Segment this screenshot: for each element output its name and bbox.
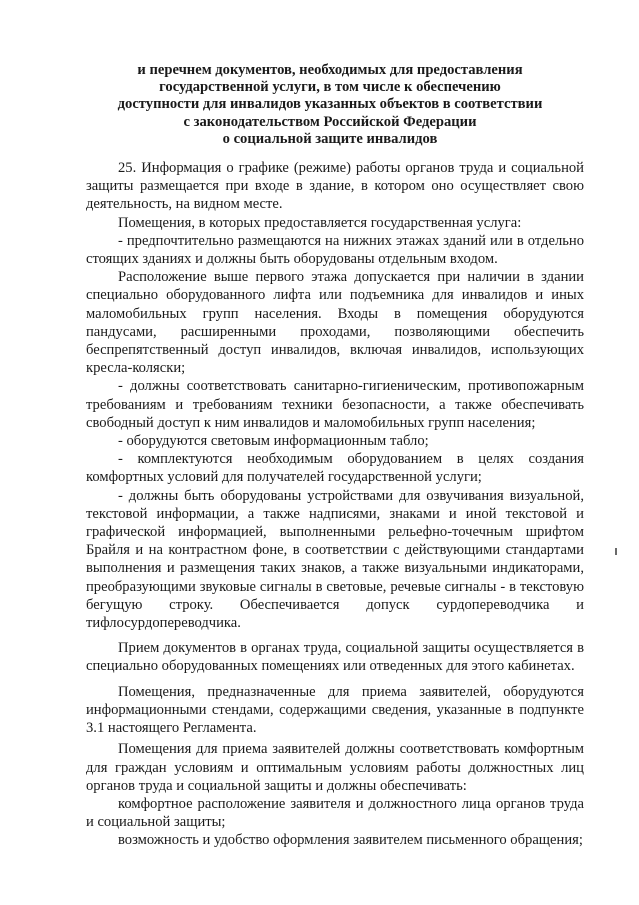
paragraph-light-board: - оборудуются световым информационным табло; — [118, 433, 429, 450]
heading-line: и перечнем документов, необходимых для предоставления — [137, 62, 523, 78]
heading-line: государственной услуги, в том числе к обеспечению — [159, 79, 501, 96]
section-heading — [60, 62, 600, 148]
paragraph-equipment: - комплектуются необходимым оборудованием в целях создания комфортных условий для получателей государственной услуги; — [86, 451, 584, 486]
paragraph-comfort-conditions: Помещения для приема заявителей должны соответствовать комфортным для граждан условиям и оптимальным условиям работы должностных лиц органов труда и социальной защиты и должны обеспечивать: — [86, 741, 584, 794]
paragraph-written-appeal: возможность и удобство оформления заявителем письменного обращения; — [118, 832, 583, 849]
paragraph-comfortable-placement: комфортное расположение заявителя и должностного лица органов труда и социальной защиты; — [86, 795, 584, 831]
paragraph-accessibility-devices: - должны быть оборудованы устройствами для озвучивания визуальной, текстовой информации, а также надписями, знаками и иной текстовой и графической информацией, выполненными рельефно-точечным шрифтом Брайля и на контрастном фоне, в соответствии с действующими стандартами выполнения и размещения таких знаков, а также визуальными индикаторами, преобразующими звуковые сигналы в световые, речевые сигналы - в текстовую бегущую строку. Обеспечивается допуск сурдопереводчика и тифлосурдопереводчика. — [86, 487, 584, 632]
paragraph-info-stands: Помещения, предназначенные для приема заявителей, оборудуются информационными стендами, содержащими сведения, указанные в подпункте 3.1 настоящего Регламента. — [86, 683, 584, 737]
heading-line: с законодательством Российской Федерации — [183, 113, 477, 130]
heading-line: доступности для инвалидов указанных объектов в соответствии — [117, 96, 543, 113]
paragraph-sanitary-requirements: - должны соответствовать санитарно-гигиеническим, противопожарным требованиям и требованиям техники безопасности, а также обеспечивать свободный доступ к ним инвалидов и маломобильных групп населения; — [86, 378, 584, 431]
document-body — [86, 159, 584, 850]
margin-mark — [615, 548, 617, 555]
paragraph-schedule-info: 25. Информация о графике (режиме) работы органов труда и социальной защиты размещается при входе в здание, в котором оно осуществляет свою деятельность, на видном месте. — [86, 160, 584, 213]
paragraph-lower-floors: - предпочтительно размещаются на нижних этажах зданий или в отдельно стоящих зданиях и должны быть оборудованы отдельным входом. — [86, 232, 584, 268]
paragraph-upper-floor-access: Расположение выше первого этажа допускается при наличии в здании специально оборудованного лифта или подъемника для инвалидов и иных маломобильных групп населения. Входы в помещения оборудуются пандусами, расширенными проходами, позволяющими обеспечить беспрепятственный доступ инвалидов, включая инвалидов, использующих кресла-коляски; — [86, 269, 584, 377]
paragraph-premises-intro: Помещения, в которых предоставляется государственная услуга: — [118, 214, 522, 231]
paragraph-document-reception: Прием документов в органах труда, социальной защиты осуществляется в специально оборудованных помещениях или отведенных для этого кабинетах. — [86, 640, 584, 675]
heading-line: о социальной защите инвалидов — [222, 130, 438, 147]
